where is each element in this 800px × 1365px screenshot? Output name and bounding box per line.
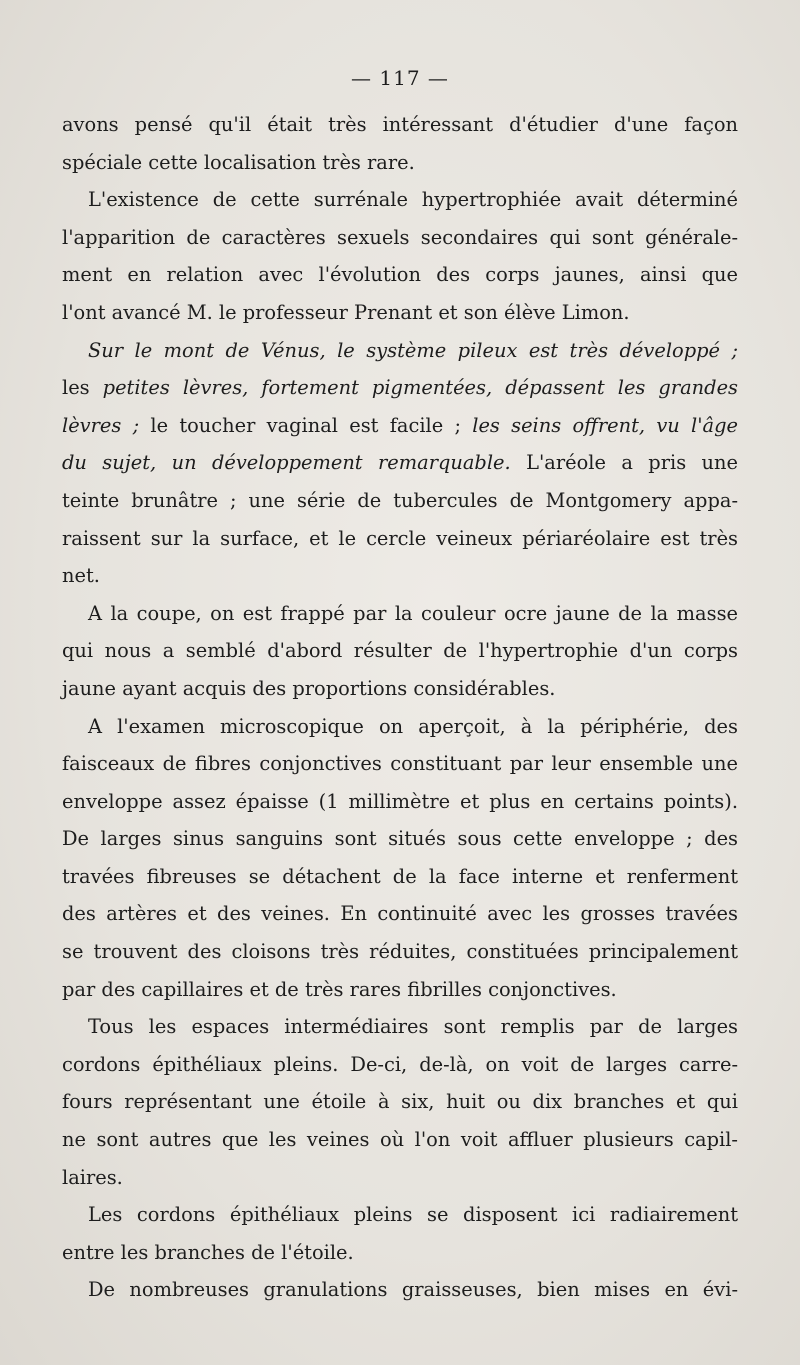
text-run: Les cordons épithéliaux pleins se disposent ici radiairement <box>88 1203 738 1227</box>
text-line <box>62 1121 738 1159</box>
text-line <box>62 1008 738 1046</box>
text-line <box>62 708 738 746</box>
paragraph <box>62 1008 738 1196</box>
text-run: entre les branches de l'étoile. <box>62 1240 354 1264</box>
text-line <box>62 181 738 219</box>
italic-run: lèvres ; <box>62 413 140 437</box>
text-line <box>62 595 738 633</box>
text-run: qui nous a semblé d'abord résulter de l'hypertrophie d'un corps <box>62 639 738 663</box>
text-run: des artères et des veines. En continuité avec les grosses travées <box>62 902 738 926</box>
text-line <box>62 1234 738 1272</box>
text-run: enveloppe assez épaisse (1 millimètre et plus en certains points). <box>62 789 738 813</box>
text-run: se trouvent des cloisons très réduites, constituées principalement <box>62 940 738 964</box>
text-run: l'ont avancé M. le professeur Prenant et son élève Limon. <box>62 300 630 324</box>
paragraph <box>62 332 738 595</box>
paragraph <box>62 1271 738 1309</box>
text-run: spéciale cette localisation très rare. <box>62 150 415 174</box>
text-run: De larges sinus sanguins sont situés sous cette enveloppe ; des <box>62 827 738 851</box>
text-line <box>62 670 738 708</box>
italic-run: du sujet, un développement remarquable. <box>62 451 511 475</box>
text-run: A la coupe, on est frappé par la couleur ocre jaune de la masse <box>88 601 738 625</box>
text-line <box>62 520 738 558</box>
text-run: A l'examen microscopique on aperçoit, à la périphérie, des <box>88 714 738 738</box>
text-line <box>62 895 738 933</box>
text-run: faisceaux de fibres conjonctives constituant par leur ensemble une <box>62 752 738 776</box>
page-text <box>62 106 738 1309</box>
text-line <box>62 444 738 482</box>
text-line <box>62 332 738 370</box>
text-line <box>62 820 738 858</box>
text-line <box>62 256 738 294</box>
text-run: les <box>62 376 103 400</box>
text-line <box>62 745 738 783</box>
text-line <box>62 294 738 332</box>
paragraph <box>62 595 738 708</box>
text-run: De nombreuses granulations graisseuses, bien mises en évi- <box>88 1278 738 1302</box>
italic-run: les seins offrent, vu l'âge <box>472 413 738 437</box>
paragraph <box>62 1196 738 1271</box>
text-line <box>62 632 738 670</box>
text-line <box>62 106 738 144</box>
text-line <box>62 407 738 445</box>
text-line <box>62 783 738 821</box>
text-line <box>62 219 738 257</box>
text-run: l'apparition de caractères sexuels secondaires qui sont générale- <box>62 225 738 249</box>
text-line <box>62 557 738 595</box>
text-line <box>62 858 738 896</box>
text-run: ne sont autres que les veines où l'on voit affluer plusieurs capil- <box>62 1128 738 1152</box>
text-line <box>62 1159 738 1197</box>
paragraph <box>62 106 738 181</box>
text-line <box>62 1271 738 1309</box>
text-run: laires. <box>62 1165 123 1189</box>
paragraph <box>62 708 738 1009</box>
text-run: par des capillaires et de très rares fibrilles conjonctives. <box>62 977 617 1001</box>
text-run: L'existence de cette surrénale hypertrophiée avait déterminé <box>88 188 738 212</box>
text-line <box>62 144 738 182</box>
text-line <box>62 369 738 407</box>
text-run: travées fibreuses se détachent de la face interne et renferment <box>62 864 738 888</box>
text-run: ment en relation avec l'évolution des corps jaunes, ainsi que <box>62 263 738 287</box>
italic-run: petites lèvres, fortement pigmentées, dépassent les grandes <box>102 376 738 400</box>
text-run: net. <box>62 564 100 588</box>
text-run: fours représentant une étoile à six, huit ou dix branches et qui <box>62 1090 738 1114</box>
text-run: Tous les espaces intermédiaires sont remplis par de larges <box>88 1015 738 1039</box>
text-run: L'aréole a pris une <box>510 451 738 475</box>
paragraph <box>62 181 738 331</box>
text-line <box>62 933 738 971</box>
text-run: avons pensé qu'il était très intéressant d'étudier d'une façon <box>62 113 738 136</box>
italic-run: Sur le mont de Vénus, le système pileux est très développé ; <box>88 338 738 362</box>
text-line <box>62 1196 738 1234</box>
text-run: teinte brunâtre ; une série de tubercules de Montgomery appa- <box>62 488 738 512</box>
text-run: cordons épithéliaux pleins. De-ci, de-là, on voit de larges carre- <box>62 1052 738 1076</box>
text-run: jaune ayant acquis des proportions considérables. <box>62 676 556 700</box>
text-line <box>62 971 738 1009</box>
text-line <box>62 1046 738 1084</box>
text-run: le toucher vaginal est facile ; <box>139 413 473 437</box>
text-line <box>62 482 738 520</box>
text-run: raissent sur la surface, et le cercle veineux périaréolaire est très <box>62 526 738 550</box>
page-number: — 117 — <box>351 66 449 90</box>
text-line <box>62 1083 738 1121</box>
